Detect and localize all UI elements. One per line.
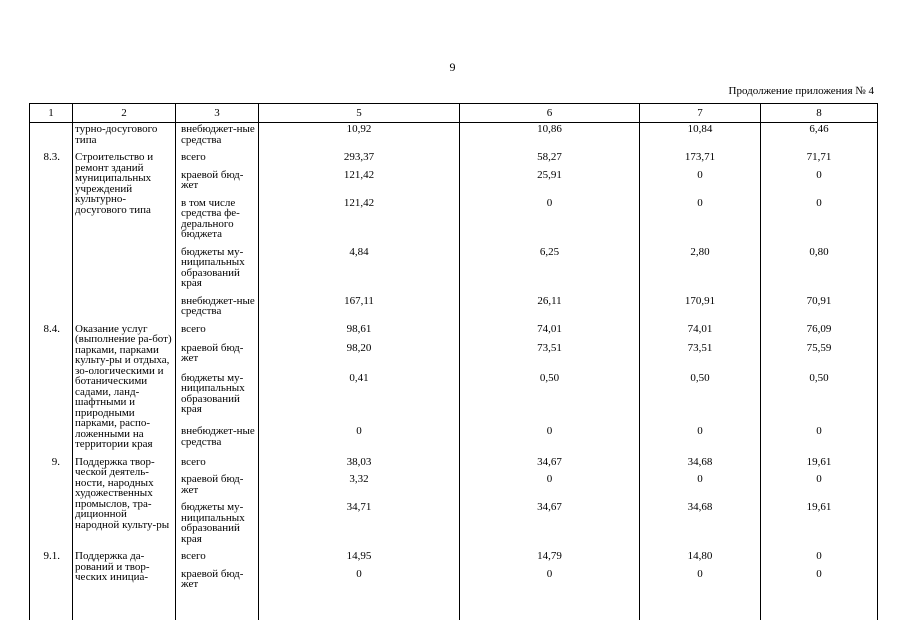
value-col-5: 0 [259,569,460,620]
item-name: Оказание услуг (выполнение ра-бот) парками, парками культу-ры и отдыха, зо-ологическими и ботаническими садами, ланд-шафтными и природными парками, распо-ложенными на территории края [73,324,176,457]
value-col-6: 0 [460,198,640,247]
value-col-6: 10,86 [460,123,640,153]
value-col-8: 75,59 [761,343,878,373]
value-col-6: 74,01 [460,324,640,343]
funding-source: всего [176,152,259,170]
item-name: Поддержка да-рований и твор-ческих инициа- [73,551,176,620]
header-row [30,104,878,123]
column-header: 3 [176,104,259,123]
value-col-5: 14,95 [259,551,460,569]
value-col-6: 6,25 [460,247,640,296]
funding-source: краевой бюд-жет [176,170,259,198]
value-col-7: 0 [640,474,761,502]
value-col-5: 3,32 [259,474,460,502]
funding-source: краевой бюд-жет [176,343,259,373]
funding-source: краевой бюд-жет [176,569,259,620]
funding-source: всего [176,457,259,475]
value-col-7: 14,80 [640,551,761,569]
value-col-5: 4,84 [259,247,460,296]
item-number: 8.4. [30,324,73,457]
value-col-7: 0,50 [640,373,761,426]
value-col-8: 0,50 [761,373,878,426]
value-col-7: 170,91 [640,296,761,324]
value-col-5: 98,20 [259,343,460,373]
value-col-7: 0 [640,198,761,247]
column-header: 5 [259,104,460,123]
value-col-7: 74,01 [640,324,761,343]
funding-source: бюджеты му-ниципальных образований края [176,502,259,551]
funding-source: внебюджет-ные средства [176,123,259,153]
column-header: 7 [640,104,761,123]
value-col-6: 34,67 [460,502,640,551]
column-header: 1 [30,104,73,123]
item-name: Строительство и ремонт зданий муниципальных учреждений культурно-досугового типа [73,152,176,324]
funding-source: всего [176,324,259,343]
table-row [30,457,878,475]
column-header: 6 [460,104,640,123]
column-header: 8 [761,104,878,123]
value-col-6: 14,79 [460,551,640,569]
column-header: 2 [73,104,176,123]
value-col-6: 58,27 [460,152,640,170]
value-col-8: 0,80 [761,247,878,296]
item-number: 8.3. [30,152,73,324]
budget-table [29,103,878,620]
value-col-5: 0,41 [259,373,460,426]
value-col-7: 10,84 [640,123,761,153]
value-col-7: 34,68 [640,457,761,475]
value-col-7: 173,71 [640,152,761,170]
table-header [30,104,878,123]
value-col-6: 26,11 [460,296,640,324]
value-col-5: 38,03 [259,457,460,475]
value-col-6: 0 [460,474,640,502]
item-number: 9. [30,457,73,552]
value-col-8: 71,71 [761,152,878,170]
value-col-7: 0 [640,569,761,620]
value-col-8: 76,09 [761,324,878,343]
value-col-5: 121,42 [259,170,460,198]
value-col-8: 0 [761,551,878,569]
appendix-continuation-note: Продолжение приложения № 4 [728,85,874,97]
table-row [30,551,878,569]
value-col-5: 10,92 [259,123,460,153]
value-col-8: 0 [761,170,878,198]
value-col-8: 19,61 [761,457,878,475]
value-col-6: 0 [460,426,640,456]
value-col-5: 121,42 [259,198,460,247]
value-col-5: 167,11 [259,296,460,324]
value-col-7: 34,68 [640,502,761,551]
value-col-8: 0 [761,474,878,502]
value-col-6: 25,91 [460,170,640,198]
funding-source: краевой бюд-жет [176,474,259,502]
value-col-5: 34,71 [259,502,460,551]
value-col-7: 0 [640,426,761,456]
value-col-8: 19,61 [761,502,878,551]
item-name: Поддержка твор-ческой деятель-ности, народных художественных промыслов, тра-диционной народной культу-ры [73,457,176,552]
value-col-8: 6,46 [761,123,878,153]
table-row [30,152,878,170]
value-col-5: 293,37 [259,152,460,170]
value-col-8: 0 [761,426,878,456]
funding-source: бюджеты му-ниципальных образований края [176,247,259,296]
table-body [30,123,878,620]
value-col-8: 0 [761,198,878,247]
funding-source: внебюджет-ные средства [176,426,259,456]
value-col-8: 70,91 [761,296,878,324]
value-col-5: 98,61 [259,324,460,343]
funding-source: внебюджет-ные средства [176,296,259,324]
value-col-6: 0,50 [460,373,640,426]
table-row [30,324,878,343]
value-col-7: 73,51 [640,343,761,373]
item-number [30,123,73,153]
table-row [30,123,878,153]
value-col-6: 73,51 [460,343,640,373]
funding-source: всего [176,551,259,569]
value-col-7: 0 [640,170,761,198]
item-name: турно-досугового типа [73,123,176,153]
funding-source: в том числе средства фе-дерального бюджета [176,198,259,247]
value-col-5: 0 [259,426,460,456]
funding-source: бюджеты му-ниципальных образований края [176,373,259,426]
page-number: 9 [449,60,456,74]
value-col-8: 0 [761,569,878,620]
value-col-6: 0 [460,569,640,620]
item-number: 9.1. [30,551,73,620]
value-col-7: 2,80 [640,247,761,296]
value-col-6: 34,67 [460,457,640,475]
